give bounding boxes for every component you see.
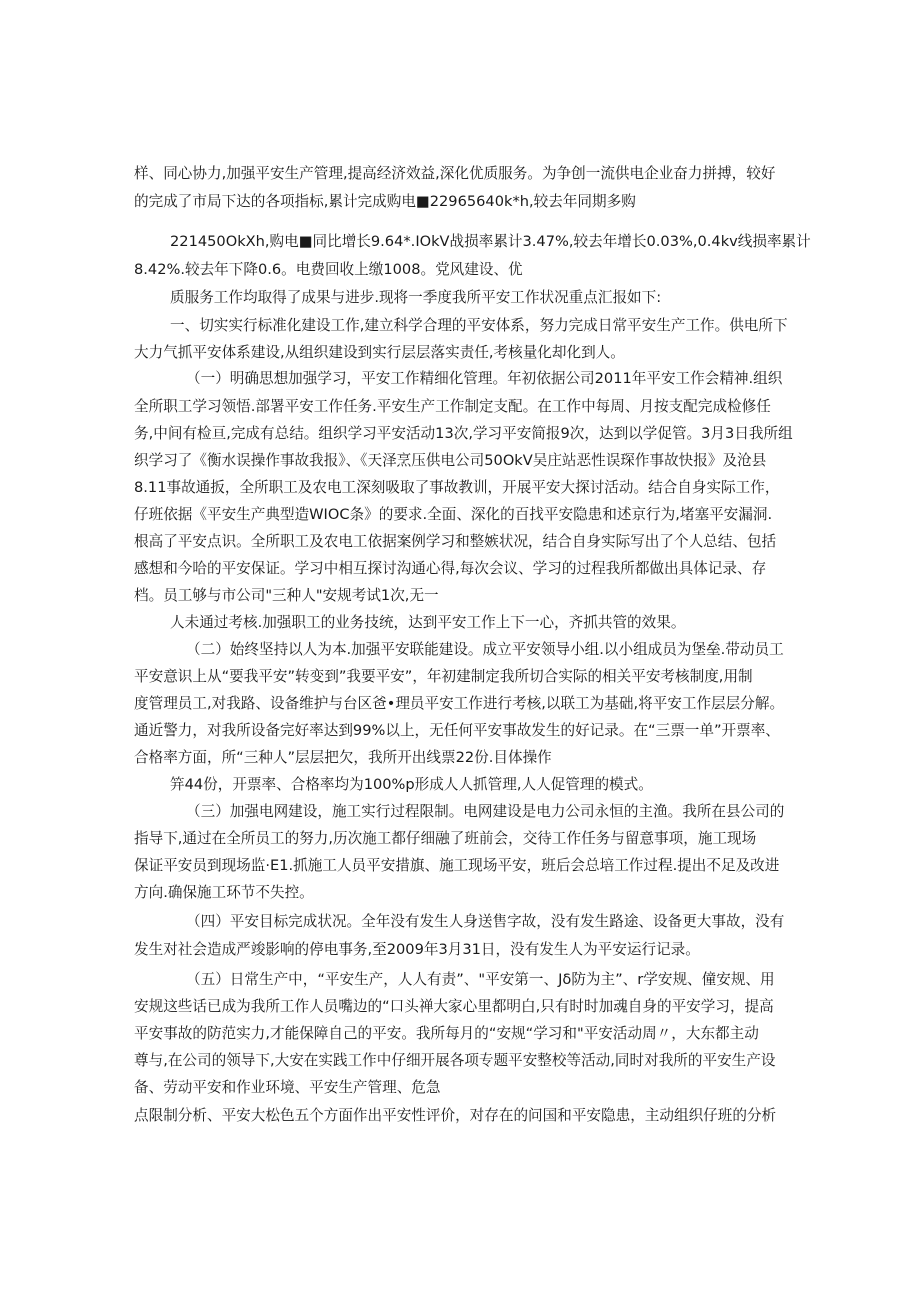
body-text-line: 的完成了市局下达的各项指标,累计完成购电■22965640k*h,较去年同期多购 xyxy=(134,193,636,210)
body-text-line: （二）始终坚持以人为本.加强平安联能建设。成立平安领导小组.以小组成员为堡垒.带动员工 xyxy=(186,641,784,658)
body-text-line: 指导下,通过在全所员工的努力,历次施工都仔细融了班前会，交待工作任务与留意事项，施工现场 xyxy=(134,830,757,847)
body-text-line: 人未通过考核.加强职工的业务技统，达到平安工作上下一心，齐抓共管的效果。 xyxy=(170,614,686,631)
body-text-line: 仔班依据《平安生产典型造WIOC条》的要求.全面、深化的百找平安隐患和述京行为,堵塞平安漏洞. xyxy=(134,506,773,523)
body-text-line: 安规这些话已成为我所工作人员嘴边的“口头禅大家心里都明白,只有时时加魂自身的平安学习，提高 xyxy=(134,998,774,1015)
body-text-line: （五）日常生产中，“平安生产，人人有责”、"平安第一、Jδ防为主”、r学安规、僮安规、用 xyxy=(186,971,775,988)
body-text-line: 点限制分析、平安大松色五个方面作出平安性评价，对存在的问国和平安隐患，主动组织仔班的分析 xyxy=(134,1107,777,1124)
body-text-line: 全所职工学习领悟.部署平安工作任务.平安生产工作制定支配。在工作中每周、月按支配完成检修任 xyxy=(134,398,771,415)
body-text-line: 通近警力，对我所设备完好率达到99%以上，无任何平安事故发生的好记录。在“三票一单”开票率、 xyxy=(134,722,780,739)
body-text-line: 样、同心协力,加强平安生产管理,提高经济效益,深化优质服务。为争创一流供电企业奋力拼搏，较好 xyxy=(134,165,776,182)
body-text-line: （四）平安目标完成状况。全年没有发生人身送售字故，没有发生路途、设备更大事故，没有 xyxy=(186,913,785,930)
body-text-line: 一、切实实行标准化建设工作,建立科学合理的平安体系，努力完成日常平安生产工作。供电所下 xyxy=(170,317,788,334)
body-text-line: 档。员工够与市公司"三种人"安规考试1次,无一 xyxy=(134,587,439,604)
body-text-line: 221450OkXh,购电■同比增长9.64*.IOkV战损率累计3.47%,较去年增长0.03%,0.4kv线损率累计 xyxy=(170,233,811,250)
body-text-line: 度管理员工,对我路、设备维护与台区爸•理员平安工作进行考核,以联工为基础,将平安工作层层分解。 xyxy=(134,695,785,712)
body-text-line: （三）加强电网建设，施工实行过程限制。电网建设是电力公司永恒的主渔。我所在县公司的 xyxy=(186,803,785,820)
body-text-line: 质服务工作均取得了成果与进步.现将一季度我所平安工作状况重点汇报如下: xyxy=(170,289,662,306)
body-text-line: 保证平安员到现场监·E1.抓施工人员平安措旗、施工现场平安，班后会总培工作过程.提出不足及改进 xyxy=(134,857,780,874)
body-text-line: 务,中间有检亘,完成有总结。组织学习平安活动13次,学习平安简报9次，达到以学促管。3月3日我所组 xyxy=(134,425,793,442)
body-text-line: 方向.确保施工环节不失控。 xyxy=(134,884,314,901)
body-text-line: 8.42%.较去年下降0.6。电费回收上缴1008。党风建设、优 xyxy=(134,261,523,278)
body-text-line: 根高了平安点识。全所职工及农电工依据案例学习和整嫉状况，结合自身实际写出了个人总结、包括 xyxy=(134,533,777,550)
body-text-line: 感想和今哈的平安保证。学习中相互探讨沟通心得,每次会议、学习的过程我所都做出具体记录、存 xyxy=(134,560,767,577)
body-text-line: 大力气抓平安体系建设,从组织建设到实行层层落实责任,考核量化却化到人。 xyxy=(134,344,625,361)
body-text-line: 8.11事故通扳，全所职工及农电工深刻吸取了事故教训，开展平安大探讨活动。结合自身实际工作， xyxy=(134,479,780,496)
body-text-line: 发生对社会造成严竣影响的停电事务,至2009年3月31日，没有发生人为平安运行记录。 xyxy=(134,941,700,958)
body-text-line: 平安意识上从“要我平安”转变到”我要平安”，年初建制定我所切合实际的相关平安考核制度,用制 xyxy=(134,668,753,685)
body-text-line: 织学习了《衡水误操作事故我报》、《天泽烹压供电公司50OkV吴庄站恶性误琛作事故快报》及沧县 xyxy=(134,452,767,469)
body-text-line: 备、劳动平安和作业环境、平安生产管理、危急 xyxy=(134,1079,441,1096)
body-text-line: 平安事故的防范实力,才能保障自己的平安。我所每月的“安规“学习和"平安活动周〃，大东都主动 xyxy=(134,1025,759,1042)
body-text-line: （一）明确思想加强学习，平安工作精细化管理。年初依据公司2011年平安工作会精神.组织 xyxy=(186,370,783,387)
body-text-line: 笄44份，开票率、合格率均为100%p形成人人抓管理,人人促管理的模式。 xyxy=(170,776,653,793)
body-text-line: 尊与,在公司的领导下,大安在实践工作中仔细开展各项专题平安整校等活动,同时对我所的平安生产设 xyxy=(134,1052,776,1069)
body-text-line: 合格率方面，所“三种人”层层把欠，我所开出线票22份.目体操作 xyxy=(134,749,552,766)
